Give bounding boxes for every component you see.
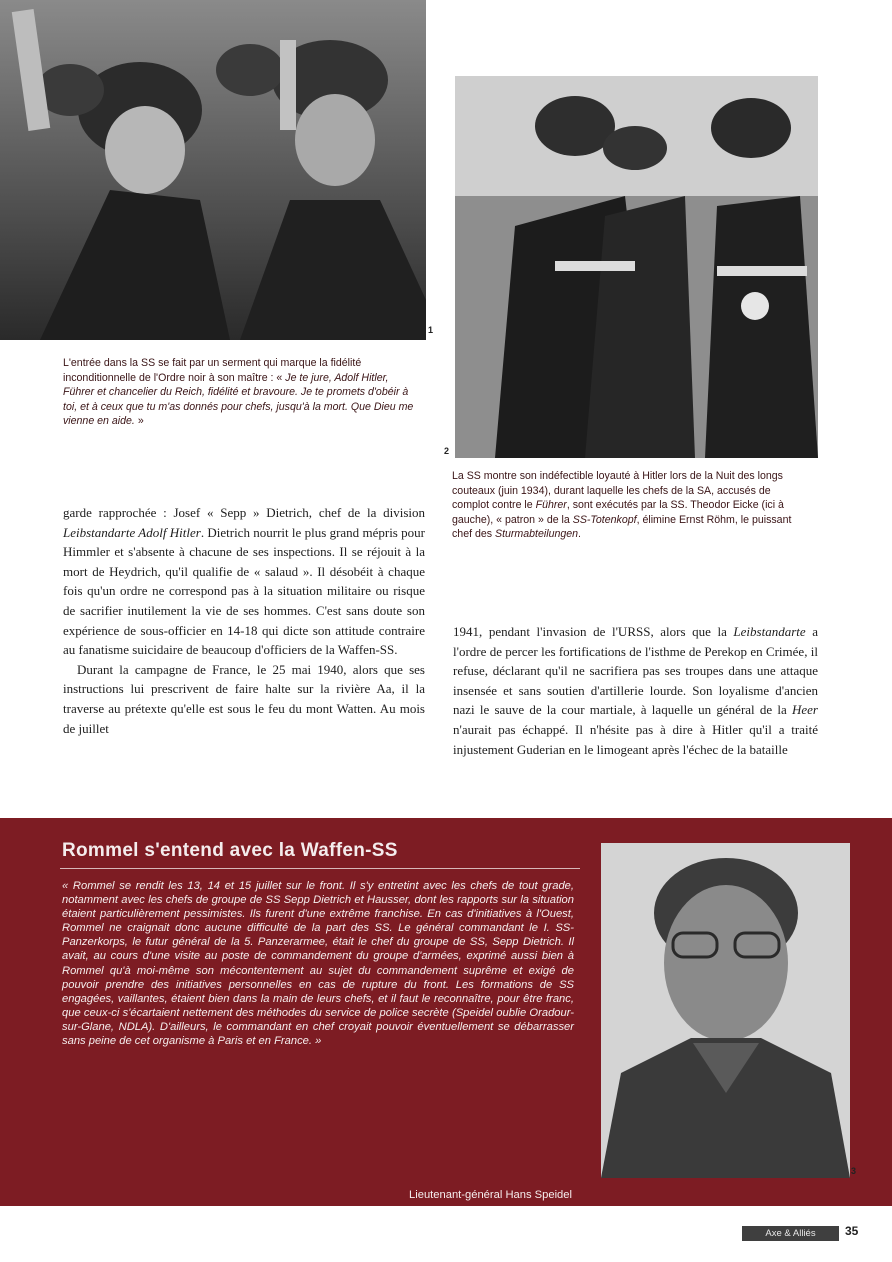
caption-oath-close: » (134, 415, 144, 428)
caption-oath (63, 356, 416, 429)
caption-night-long-knives (452, 469, 804, 542)
col-right-heer: Heer (792, 702, 818, 718)
col-right-text-a: 1941, pendant l'invasion de l'URSS, alors que la (453, 624, 734, 639)
caption2-text-4: . (578, 528, 581, 541)
portrait-hans-speidel (601, 843, 850, 1178)
caption-oath-intro: L'entrée dans la SS se fait par un serment qui marque la fidélité inconditionnelle de l'Ordre noir à son maître : « (63, 357, 362, 384)
rommel-box-quote: « Rommel se rendit les 13, 14 et 15 juillet sur le front. Il s'y entretint avec les chefs de tout grade, notamment avec les chefs de groupe de SS Sepp Dietrich et Hausser, dont les rapports sur la situation étaient particulièrement pessimistes. Ils furent d'une extrême franchise. En cas d'initiatives à l'Ouest, Rommel ne craignait donc aucune difficulté de la part des SS. Le général commandant le I. SS-Panzerkorps, le futur général de la 5. Panzerarmee, était le chef du groupe de SS, Sepp Dietrich. Il avait, au cours d'une visite au poste de commandement du groupe d'armées, exprimé aussi bien à Rommel qu'à moi-même son mécontentement au sujet du commandement suprême et exigé de pouvoir prendre des initiatives personnelles en cas de rupture du front. Les formations de SS engagées, vaillantes, étaient bien dans la main de leurs chefs, et il faut le reconnaître, pour être franc, que ceux-ci s'écartaient nettement des méthodes du service de police secrète (Speidel oublie Oradour-sur-Glane, NDLA). D'ailleurs, le commandant en chef croyait pouvoir éventuellement se débarrasser sans peine de cet organisme à Paris et en France. » (62, 880, 574, 1048)
photo-number-3: 3 (851, 1166, 857, 1176)
column-left (63, 503, 425, 738)
caption2-sturmabteilungen: Sturmabteilungen (495, 528, 579, 541)
rommel-box-divider (60, 868, 580, 869)
portrait-hans-speidel-image (601, 843, 850, 1178)
caption2-totenkopf: SS-Totenkopf (572, 513, 637, 526)
col-left-text-c: . Dietrich nourrit le plus grand mépris pour Himmler et s'absente à chacune de ses inspections. Il se réjouit à la mort de Heydrich, qu'il qualifie de « salaud ». Il désobéit à chaque fois qu'un ordre ne correspond pas à la situation militaire ou risque de sacrifier inutilement la vie de ses hommes. C'est sans doute son expérience de sous-officier en 14-18 qui dicte son attitude contraire au fanatisme suicidaire de beaucoup d'officiers de la Waffen-SS. (63, 524, 425, 658)
col-left-leibstandarte: Leibstandarte Adolf Hitler (63, 524, 201, 540)
footer-magazine-tag: Axe & Alliés (742, 1226, 839, 1241)
photo-eicke-officers-image (455, 76, 818, 458)
caption2-text-2: , sont exécutés par la SS. Theodor Eicke (ici à gauche), « patron » de la (452, 499, 784, 526)
photo-ss-oath (0, 0, 426, 340)
photo-ss-oath-image (0, 0, 426, 340)
col-right-text-e: n'aurait pas échappé. Il n'hésite pas à dire à Hitler qu'il a traité injustement Guderian en le limogeant après l'échec de la bataille (453, 721, 818, 757)
column-left-paragraph-2: Durant la campagne de France, le 25 mai 1940, alors que ses instructions lui prescrivent de faire halte sur la rivière Aa, il la traverse au prétexte qu'elle est sous le feu du mont Watten. Au mois de juillet (63, 661, 425, 736)
caption-oath-quote: Je te jure, Adolf Hitler, Führer et chancelier du Reich, fidélité et bravoure. Je te promets d'obéir à toi, et à ceux que tu m'as donnés pour chefs, jusqu'à la mort. Que Dieu me vienne en aide. (63, 371, 414, 428)
column-right-paragraph-1 (453, 622, 818, 759)
col-right-text-c: a l'ordre de percer les fortifications de l'isthme de Perekop en Crimée, il refuse, déclarant qu'il ne sacrifiera pas ses troupes dans une attaque insensée et sans soutien d'artillerie lourde. Son loyalisme d'ancien nazi le sauve de la cour martiale, à laquelle un général de la (453, 624, 818, 718)
column-left-paragraph-1 (63, 503, 425, 660)
caption2-fuhrer: Führer (535, 499, 567, 512)
photo-number-1: 1 (428, 325, 434, 335)
page-number: 35 (845, 1224, 859, 1238)
rommel-box-signature: Lieutenant-général Hans Speidel (409, 1189, 572, 1201)
col-right-leibstandarte: Leibstandarte (733, 624, 806, 639)
photo-number-2: 2 (444, 446, 450, 456)
photo-eicke-officers (455, 76, 818, 458)
rommel-box-title: Rommel s'entend avec la Waffen-SS (62, 840, 398, 861)
column-right (453, 622, 818, 759)
col-left-text-a: garde rapprochée : Josef « Sepp » Dietrich, chef de la division (63, 505, 425, 520)
caption2-text-1: La SS montre son indéfectible loyauté à Hitler lors de la Nuit des longs couteaux (juin 1934), durant laquelle les chefs de la SA, accusés de complot contre le (452, 470, 783, 512)
caption2-text-3: , élimine Ernst Röhm, le puissant chef des (452, 513, 792, 541)
